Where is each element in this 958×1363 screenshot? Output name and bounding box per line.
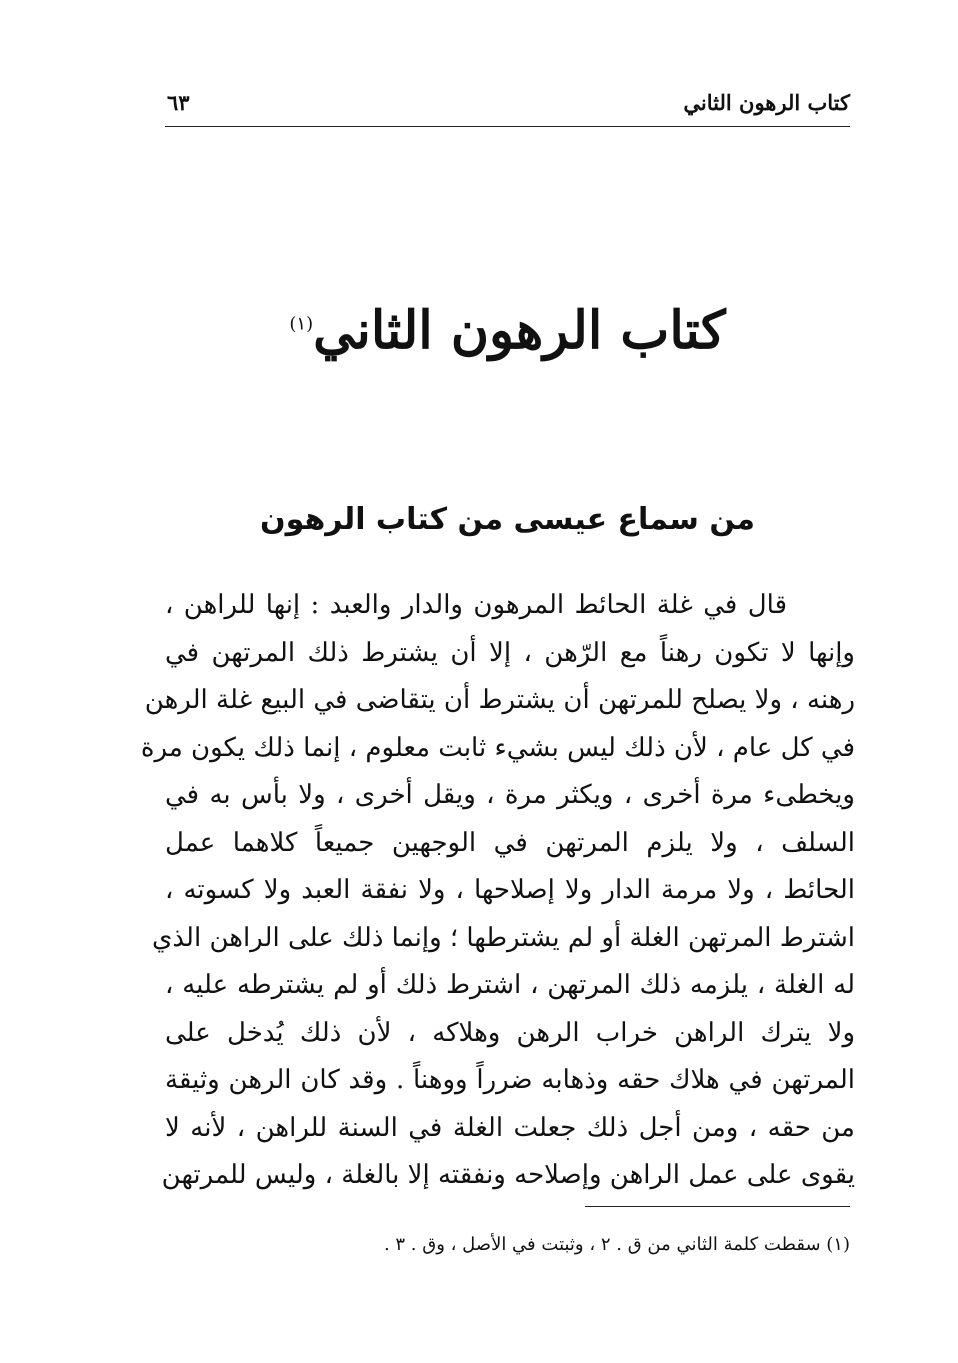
footnote-divider <box>585 1206 850 1207</box>
body-line: قال في غلة الحائط المرهون والدار والعبد : إنها للراهن ، <box>165 590 787 620</box>
page-header <box>165 86 850 127</box>
body-line: في كل عام ، لأن ذلك ليس بشيء ثابت معلوم ، إنما ذلك يكون مرة <box>140 732 855 763</box>
footnote-marker: (١) <box>289 313 314 335</box>
body-text <box>140 582 855 1200</box>
book-title <box>165 300 850 361</box>
body-line: رهنه ، ولا يصلح للمرتهن أن يشترط أن يتقاضى في البيع غلة الرهن <box>144 685 855 715</box>
page-number: ٦٣ <box>167 90 190 115</box>
body-line: من حقه ، ومن أجل ذلك جعلت الغلة في السنة للراهن ، لأنه لا <box>165 1112 855 1143</box>
body-line: اشترط المرتهن الغلة أو لم يشترطها ؛ وإنما ذلك على الراهن الذي <box>152 922 855 953</box>
book-title-text: كتاب الرهون الثاني <box>313 300 726 361</box>
body-line: السلف ، ولا يلزم المرتهن في الوجهين جميعاً كلاهما عمل <box>165 827 855 858</box>
body-line: ولا يترك الراهن خراب الرهن وهلاكه ، لأن ذلك يُدخل على <box>165 1017 855 1048</box>
body-line: له الغلة ، يلزمه ذلك المرتهن ، اشترط ذلك أو لم يشترطه عليه ، <box>165 970 855 1000</box>
body-line: وإنها لا تكون رهناً مع الرّهن ، إلا أن يشترط ذلك المرتهن في <box>165 637 855 668</box>
body-line: يقوى على عمل الراهن وإصلاحه ونفقته إلا بالغلة ، وليس للمرتهن <box>161 1160 855 1190</box>
section-title: من سماع عيسى من كتاب الرهون <box>260 502 755 537</box>
body-line: ويخطىء مرة أخرى ، ويكثر مرة ، ويقل أخرى ، ولا بأس به في <box>165 780 855 810</box>
running-title: كتاب الرهون الثاني <box>683 90 850 115</box>
footnote: (١) سقطت كلمة الثاني من ق . ٢ ، وثبتت في الأصل ، وق . ٣ . <box>383 1234 850 1255</box>
body-line: المرتهن في هلاك حقه وذهابه ضرراً ووهناً . وقد كان الرهن وثيقة <box>165 1065 855 1095</box>
body-line: الحائط ، ولا مرمة الدار ولا إصلاحها ، ولا نفقة العبد ولا كسوته ، <box>165 875 855 905</box>
